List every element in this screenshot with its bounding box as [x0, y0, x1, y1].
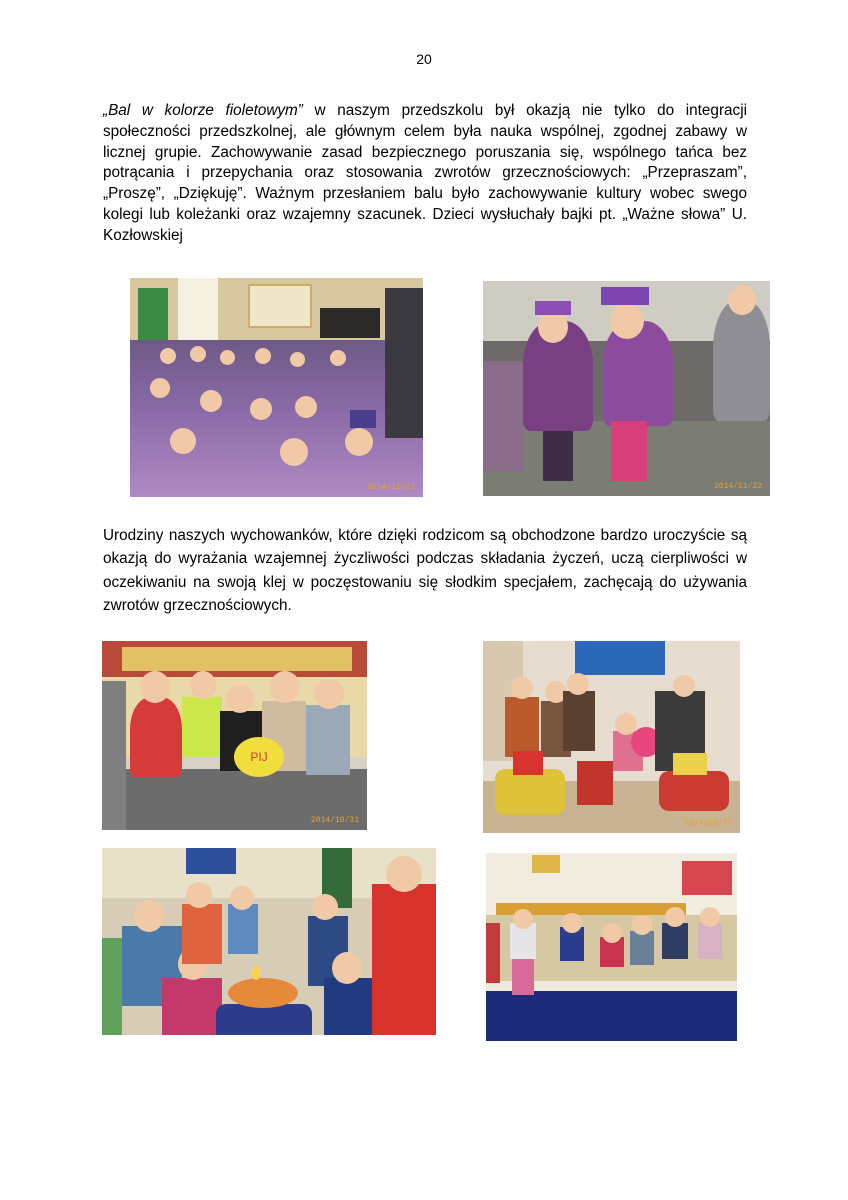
ball-paragraph [103, 101, 747, 247]
ball-title: „Bal w kolorze fioletowym” [103, 102, 303, 119]
photo-date-stamp: 2014/11/22 [713, 482, 762, 491]
ball-paragraph-text: w naszym przedszkolu był okazją nie tylko do integracji społeczności przedszkolnej, ale głównym celem była nauka wspólnej, zgodnej zabawy w licznej grupie. Zachowywanie zasad bezpiecznego poruszania się, wspólnego tańca bez potrącania i przepychania oraz stosowania zwrotów grzecznościowych: „Przepraszam”, „Proszę”, „Dziękuję”. Ważnym przesłaniem balu było zachowywanie kultury wobec swego kolegi lub koleżanki oraz wzajemny szacunek. Dzieci wysłuchały bajki pt. „Ważne słowa” U. Kozłowskiej [103, 102, 747, 244]
photo-ball-girls-dancing [483, 281, 770, 496]
photo-ball-children-sitting [130, 278, 423, 497]
birthday-paragraph: Urodziny naszych wychowanków, które dzięki rodzicom są obchodzone bardzo uroczyście są okazją do wyrażania wzajemnej życzliwości podczas składania życzeń, uczą cierpliwości w oczekiwaniu na swoją klej w poczęstowaniu się słodkim specjałem, zachęcają do używania zwrotów grzecznościowych. [103, 527, 747, 615]
page-number: 20 [416, 51, 432, 67]
photo-birthday-dance [486, 853, 737, 1041]
photo-date-stamp: 2014/10/31 [310, 816, 359, 825]
photo-birthday-balloon [102, 641, 367, 830]
photo-birthday-toys [483, 641, 740, 833]
balloon-text: PIJ [234, 737, 284, 777]
photo-date-stamp: 2014/11/22 [366, 483, 415, 492]
photo-date-stamp: 2014/10/27 [683, 819, 732, 828]
photo-birthday-cake [102, 848, 436, 1035]
